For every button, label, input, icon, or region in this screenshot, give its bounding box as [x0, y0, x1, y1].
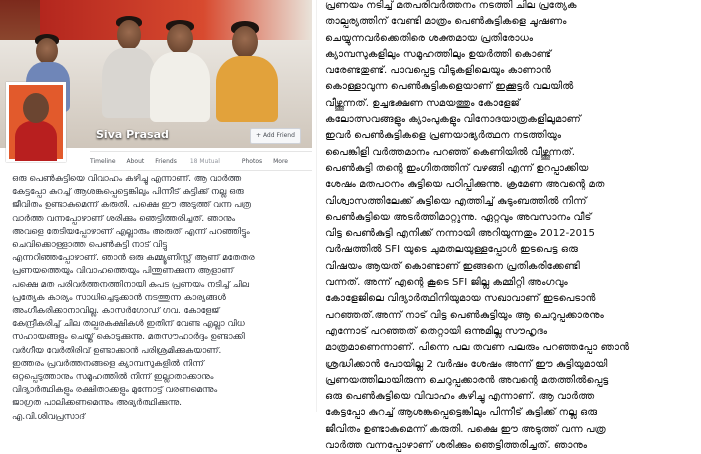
profile-picture[interactable] [6, 82, 66, 162]
add-friend-icon: + [256, 132, 263, 139]
post-text-line: എന്നറിഞ്ഞപ്പോഴാണ്. ഞാൻ ഒരു കമ്മ്യൂണിസ്റ്റ് ആണ് മതേതര [12, 253, 255, 264]
post-text-line: മാത്രമാണെന്നാണ്. പിന്നെ പല തവണ പലരും പറഞ്ഞപ്പോ ഞാൻ [325, 342, 630, 354]
post-text-line: എന്നോട് പറഞ്ഞത് തെറ്റായി ഒന്നുമില്ല സൗഹൃദം [325, 325, 548, 337]
post-text-line: പൈങ്കിളി വർത്തമാനം പറഞ്ഞ് കെണിയിൽ വീഴ്ത്തുന്നത്. [325, 146, 576, 158]
post-text-line: വരേണ്ടതുണ്ട്. പാവപ്പെട്ട വീടുകളിലെയും കാണാൻ [325, 65, 551, 77]
post-text-continuation [316, 0, 701, 452]
post-text-line: കലോത്സവങ്ങളും ക്യാംപുകളും വിനോദയാത്രകളിലുമാണ് [325, 114, 581, 126]
post-text-line: പ്രണയത്തിലായിരുന്ന ചെറുപ്പക്കാരൻ അവന്റെ മതത്തിൽപ്പെട്ട [325, 374, 609, 386]
post-text-line: താല്പര്യത്തിന് വേണ്ടി മാത്രം പെൺകുട്ടികളെ ചൂഷണം [325, 16, 567, 28]
tab-timeline[interactable]: Timeline [90, 157, 116, 165]
post-text-line: എ.വി.ശിവപ്രസാദ് [12, 411, 86, 422]
post-text-line: വിട്ട പെൺകുട്ടി എനിക്ക് നന്നായി അറിയുന്നതും 2012-2015 [325, 228, 595, 240]
post-text-line: ഒറ്റപ്പെടുത്താനും സമൂഹത്തിൽ നിന്ന് ഇല്ലാതാക്കാനും [12, 372, 214, 383]
post-text-line: ചെയ്യുന്നവർക്കെതിരെ ശക്തമായ പ്രതിരോധം [325, 32, 534, 44]
post-text-line: പെൺകുട്ടിയെ അടർത്തിമാറ്റുന്നു. ഏറ്റവും അവസാനം വീട് [325, 211, 592, 223]
post-text-line: ശ്രദ്ധിക്കാൻ പോയില്ല 2 വർഷം ശേഷം അന്ന് ഈ കുട്ടിയുമായി [325, 358, 608, 370]
post-text-line: അവളെ തേടിയപ്പോഴാണ് എല്ലാരും അരുത് എന്ന് പറഞ്ഞിട്ടും [12, 226, 250, 237]
add-friend-label: Add Friend [262, 132, 295, 139]
post-text-line: പറഞ്ഞത്.അന്ന് നാട് വിട്ട പെൺകുട്ടിയും ആ ചെറുപ്പക്കാരനും [325, 309, 604, 321]
post-text-line: സഹായങ്ങളും ചെയ്ത് കൊടുക്കുന്നു. മതസൗഹാർദ്ദം ഉണ്ടാക്കി [12, 332, 245, 343]
post-text-line: പെൺകുട്ടി തന്റെ ഇംഗിതത്തിന് വഴങ്ങി എന്ന് ഉറപ്പാക്കിയ [325, 162, 589, 174]
post-text-line: ജീവിതം ഉണ്ടാകുമെന്ന് കരുതി. പക്ഷെ ഈ അടുത്ത് വന്ന പത്ര [325, 423, 606, 435]
post-text-line: പക്ഷെ മത പരിവർത്തനത്തിനായി കപട പ്രണയം നടിച്ച് ചില [12, 279, 250, 290]
post-text-line: ജീവിതം ഉണ്ടാകുമെന്ന് കരുതി. പക്ഷെ ഈ അടുത്ത് വന്ന പത്ര [12, 200, 252, 211]
post-text-line: ജാഗ്രത പാലിക്കണമെന്നും അഭ്യർത്ഥിക്കുന്നു. [12, 398, 183, 409]
tab-friends-label: Friends [155, 157, 177, 165]
post-text-line: ചെവിക്കൊള്ളാത്ത പെൺകുട്ടി നാട് വിട്ടു [12, 240, 168, 251]
post-text-line: കോളേജിലെ വിദ്യാർത്ഥിനിയുമായ സഖാവാണ് ഇടപെടാൻ [325, 293, 596, 305]
post-text-line: ഇത്തരം പ്രവർത്തനങ്ങളെ ക്യാമ്പസുകളിൽ നിന്ന് [12, 358, 204, 369]
post-text-line: ഇവർ പെൺകുട്ടികളെ പ്രണയാഭ്യർത്ഥന നടത്തിയും [325, 130, 562, 142]
post-text-line: പ്രണയത്തെയും വിവാഹത്തെയും പിന്തുണക്കുന്ന ആളാണ് [12, 266, 234, 277]
tab-friends[interactable] [155, 158, 231, 165]
post-text-line: പ്രത്യേക കാര്യം സാധിച്ചെടുക്കാൻ നടത്തുന്ന കാര്യങ്ങൾ [12, 292, 226, 303]
post-text-line: കേന്ദ്രീകരിച്ച് ചില തല്പരകക്ഷികൾ ഇതിന് വേണ്ട എല്ലാ വിധ [12, 319, 245, 330]
post-text-line: ഒരു പെൺകുട്ടിയെ വിവാഹം കഴിച്ചു എന്നാണ്. ആ വാർത്ത [12, 174, 242, 184]
post-text-right [325, 0, 697, 454]
tab-more[interactable]: More [273, 157, 288, 165]
post-text-line: ഒരു പെൺകുട്ടിയെ വിവാഹം കഴിച്ചു എന്നാണ്. ആ വാർത്ത [325, 391, 595, 403]
mutual-friends-count: 18 Mutual [189, 157, 220, 165]
add-friend-button[interactable] [250, 128, 301, 144]
post-text-left [12, 173, 306, 424]
profile-tabs [90, 151, 312, 171]
post-text-line: വന്നത്. അന്ന് എന്റെ കൂടെ SFI ജില്ല കമ്മിറ്റി അംഗവും [325, 277, 568, 289]
post-text-line: വിദ്യാർത്ഥികളും രക്ഷിതാക്കളും മുന്നോട്ട് വരണമെന്നും [12, 385, 218, 396]
post-text-line: വാർത്ത വന്നപ്പോഴാണ് ശരിക്കും ഞെട്ടിത്തരിച്ചത്. ഞാനും [325, 440, 588, 452]
post-text-line: വർഷത്തിൽ SFI യുടെ ചുമതലയുള്ളപ്പോൾ ഇടപെട്ട ഒരു [325, 244, 578, 256]
post-text-line: വീഴ്ത്തുന്നത്. ഉച്ചഭക്ഷണ സമയത്തും കോളേജ് [325, 97, 520, 109]
post-text-line: കൊള്ളാവുന്ന പെൺകുട്ടികളെയാണ് ഇക്കൂട്ടർ വലയിൽ [325, 81, 574, 93]
post-text-line: പ്രണയം നടിച്ച് മതപരിവർത്തനം നടത്തി ചില പ്രത്യേക [325, 0, 577, 11]
tab-about[interactable]: About [126, 157, 145, 165]
post-text-line: കേട്ടപ്പോ കുറച്ച് ആശങ്കപ്പെട്ടെങ്കിലും പിന്നീട് കുട്ടിക്ക് നല്ല ഒരു [12, 187, 244, 198]
post-text-line: ക്യാമ്പസുകളിലും സമൂഹത്തിലും ഉയർത്തി കൊണ്ട് [325, 48, 552, 60]
facebook-post-screenshot [0, 0, 312, 422]
tab-photos[interactable]: Photos [241, 157, 263, 165]
post-text-line: വിഷയം ആയത് കൊണ്ടാണ് ഇങ്ങനെ പ്രതികരിക്കേണ്ടി [325, 260, 580, 272]
post-text-line: അംഗീകരിക്കാനാവില്ല. കാസർഗോഡ് ഗവ. കോളേജ് [12, 306, 220, 317]
post-text-line: വിശ്വാസത്തിലേക്ക് കുട്ടിയെ എത്തിച്ച് കുടുംബത്തിൽ നിന്ന് [325, 195, 587, 207]
post-text-line: വർഗീയ വേർതിരിവ് ഉണ്ടാക്കാൻ പരിശ്രമിക്കുകയാണ്. [12, 345, 222, 356]
post-text-line: കേട്ടപ്പോ കുറച്ച് ആശങ്കപ്പെട്ടെങ്കിലും പിന്നീട് കുട്ടിക്ക് നല്ല ഒരു [325, 407, 598, 419]
profile-name[interactable]: Siva Prasad [96, 128, 169, 141]
post-text-line: വാർത്ത വന്നപ്പോഴാണ് ശരിക്കും ഞെട്ടിത്തരിച്ചത്. ഞാനും [12, 213, 236, 224]
post-text-line: ശേഷം മതപഠനം കുട്ടിയെ പഠിപ്പിക്കുന്നു. ക്രമേണ അവന്റെ മത [325, 179, 605, 191]
